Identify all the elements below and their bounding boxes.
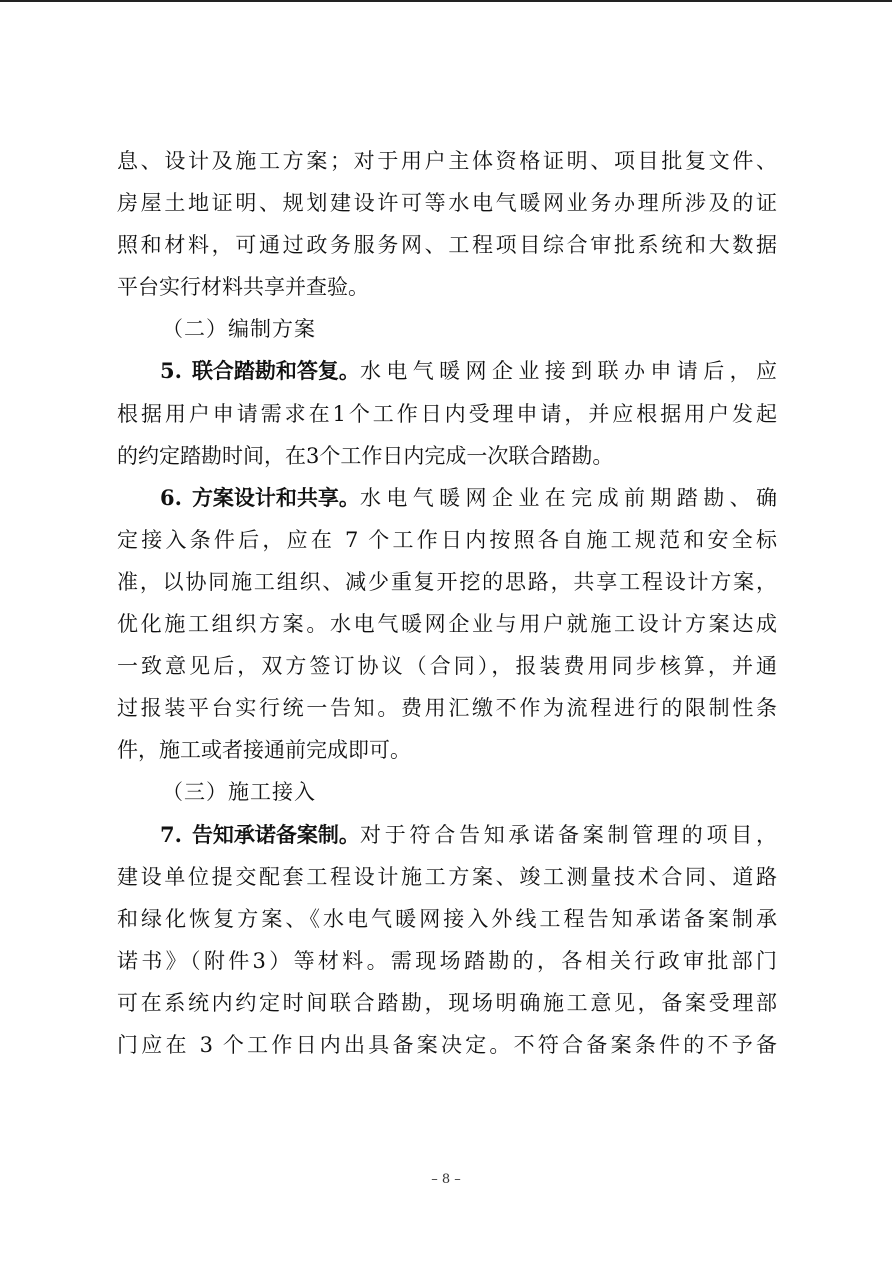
- body-line: 件，施工或者接通前完成即可。: [117, 738, 411, 763]
- body-line: 过报装平台实行统一告知。费用汇缴不作为流程进行的限制性条: [117, 696, 777, 721]
- paragraph-7-first-line: [117, 821, 777, 866]
- item-number: 7.: [160, 821, 182, 847]
- body-line: 息、设计及施工方案；对于用户主体资格证明、项目批复文件、: [117, 149, 777, 173]
- body-line: 可在系统内约定时间联合踏勘，现场明确施工意见，备案受理部: [117, 990, 777, 1015]
- paragraph-6-first-line: [117, 484, 777, 529]
- body-line: 房屋土地证明、规划建设许可等水电气暖网业务办理所涉及的证: [117, 191, 777, 216]
- body-line: 根据用户申请需求在1个工作日内受理申请，并应根据用户发起: [117, 401, 777, 426]
- section-heading-3: （三）施工接入: [162, 780, 316, 805]
- page-number: – 8 –: [431, 1172, 461, 1187]
- body-line: 的约定踏勘时间，在3个工作日内完成一次联合踏勘。: [117, 443, 614, 468]
- body-line: 建设单位提交配套工程设计施工方案、竣工测量技术合同、道路: [117, 864, 777, 889]
- section-heading-2: （二）编制方案: [162, 317, 316, 342]
- paragraph-5-first-line: [117, 360, 777, 402]
- body-line: 诺书》（附件3）等材料。需现场踏勘的，各相关行政审批部门: [117, 948, 777, 973]
- top-border-line: [0, 0, 892, 2]
- body-line: 和绿化恢复方案、《水电气暖网接入外线工程告知承诺备案制承: [117, 906, 777, 931]
- body-line: 准，以协同施工组织、减少重复开挖的思路，共享工程设计方案，: [117, 569, 777, 594]
- item-text: 水电气暖网企业在完成前期踏勘、确: [359, 485, 777, 510]
- body-line: 一致意见后，双方签订协议（合同），报装费用同步核算，并通: [117, 654, 777, 679]
- item-title: 方案设计和共享。: [191, 484, 360, 510]
- item-title: 告知承诺备案制。: [191, 821, 360, 847]
- document-body: [117, 150, 777, 1076]
- item-number: 5.: [160, 358, 182, 384]
- item-text: 水电气暖网企业接到联办申请后，应: [359, 359, 777, 384]
- item-text: 对于符合告知承诺备案制管理的项目，: [359, 822, 777, 847]
- body-line: 优化施工组织方案。水电气暖网企业与用户就施工设计方案达成: [117, 612, 777, 637]
- body-line: 门应在 3 个工作日内出具备案决定。不符合备案条件的不予备: [117, 1032, 777, 1057]
- body-line: 定接入条件后，应在 7 个工作日内按照各自施工规范和安全标: [117, 527, 777, 552]
- item-number: 6.: [160, 484, 182, 510]
- body-line: 平台实行材料共享并查验。: [117, 275, 369, 300]
- body-line: 照和材料，可通过政务服务网、工程项目综合审批系统和大数据: [117, 233, 777, 258]
- item-title: 联合踏勘和答复。: [191, 358, 360, 384]
